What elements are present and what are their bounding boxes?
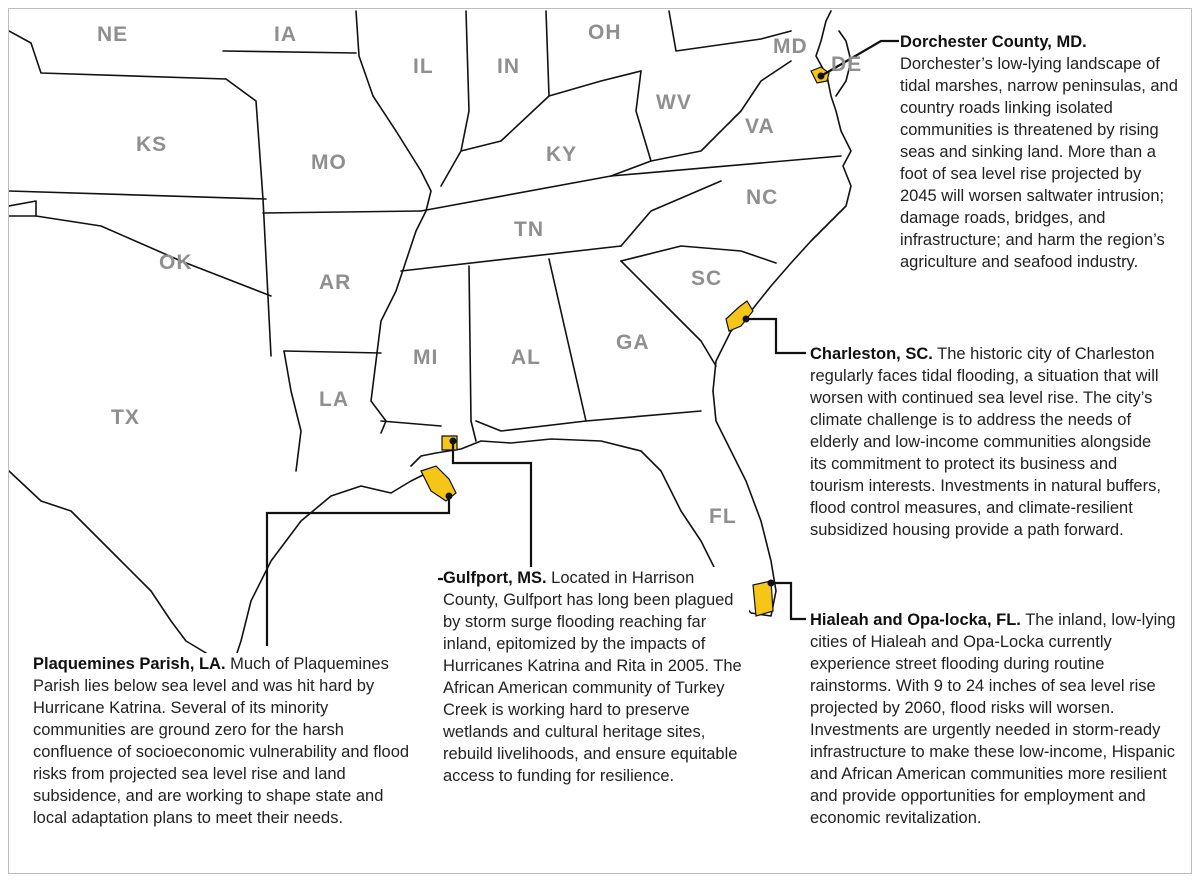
plaquemines-dot [446, 493, 453, 500]
border-ga-fl [476, 411, 701, 431]
callout-gulfport [443, 567, 749, 787]
border-ia-il [356, 11, 373, 96]
coast-chesapeake [816, 11, 831, 76]
map-frame [8, 8, 1192, 874]
border-ky-tn [421, 176, 611, 211]
border-ok-tx [9, 201, 36, 216]
state-label-md: MD [773, 35, 808, 58]
callout-charleston-body: The historic city of Charleston regularly faces tidal flooding, a situation that will worsen with continued sea level rise. The city’s climate challenge is to address the needs of elderly and low-income communities alongside its commitment to protect its business and tourism interests. Investments in natural buffers, flood control measures, and climate-resilient subsidized housing provide a path forward. [810, 345, 1161, 539]
state-label-tx: TX [111, 406, 140, 429]
callout-charleston-title: Charleston, SC. [810, 345, 933, 363]
border-al-ga [549, 259, 586, 421]
state-label-mi: MI [413, 346, 439, 369]
border-tx-la [284, 351, 301, 471]
border-ms-la [381, 421, 441, 426]
border-il-in [461, 11, 469, 151]
coast-gulf-tx [9, 471, 451, 671]
gulfport-dot [450, 438, 457, 445]
state-label-la: LA [319, 388, 349, 411]
border-sc-nc [621, 246, 776, 263]
state-label-tn: TN [514, 218, 544, 241]
state-label-va: VA [745, 115, 775, 138]
state-label-il: IL [413, 55, 434, 78]
charleston-highlight [726, 301, 753, 331]
callout-plaquemines [33, 653, 411, 829]
border-mississippi [371, 96, 431, 433]
state-label-de: DE [831, 53, 863, 76]
dorchester-dot [818, 73, 825, 80]
state-label-sc: SC [691, 267, 723, 290]
border-ok-red-river [36, 216, 271, 296]
callout-gulfport-title: Gulfport, MS. [443, 569, 547, 587]
border-ar-la [284, 351, 381, 353]
plaquemines-leader [267, 496, 449, 646]
callout-hialeah [810, 609, 1188, 829]
hialeah-dot [768, 580, 775, 587]
border-va-nc [611, 156, 841, 176]
border-tn-nc [621, 181, 721, 246]
border-ohio-river [441, 71, 641, 186]
border-ar-mo [263, 211, 421, 213]
border-al-fl [471, 421, 476, 441]
state-label-ks: KS [136, 133, 168, 156]
state-label-wv: WV [656, 91, 692, 114]
state-label-in: IN [497, 55, 520, 78]
border-ms-al [469, 266, 471, 421]
state-label-mo: MO [311, 151, 347, 174]
state-label-fl: FL [709, 505, 737, 528]
charleston-leader [746, 319, 806, 353]
border-tn-south [401, 246, 621, 271]
state-label-ne: NE [97, 23, 129, 46]
border-ks-ok [9, 191, 266, 199]
state-label-nc: NC [746, 186, 779, 209]
callout-dorchester [900, 31, 1180, 273]
state-label-ky: KY [546, 143, 578, 166]
charleston-dot [743, 316, 750, 323]
state-label-ga: GA [616, 331, 650, 354]
gulfport-leader [438, 441, 531, 579]
callout-hialeah-title: Hialeah and Opa-locka, FL. [810, 611, 1021, 629]
border-ia-mo [223, 51, 356, 53]
callout-dorchester-body: Dorchester’s low-lying landscape of tidal marshes, narrow peninsulas, and country roads linking isolated communities is threatened by rising seas and sinking land. More than a foot of sea level rise projected by 2045 will worsen saltwater intrusion; damage roads, bridges, and infrastructure; and harm the region’s agriculture and seafood industry. [900, 55, 1178, 271]
border-ok-ar [263, 199, 271, 356]
callout-charleston [810, 343, 1170, 541]
callout-plaquemines-body: Much of Plaquemines Parish lies below sea level and was hit hard by Hurricane Katrina. Several of its minority communities are ground zero for the harsh confluence of socioeconomic vulnerability and flood risks from projected sea level rise and land subsidence, and are working to shape state and local adaptation plans to meet their needs. [33, 655, 410, 827]
state-label-ar: AR [319, 271, 352, 294]
border-ks-mo [226, 79, 263, 199]
callout-plaquemines-title: Plaquemines Parish, LA. [33, 655, 226, 673]
state-label-al: AL [511, 346, 541, 369]
state-label-ia: IA [274, 23, 297, 46]
border-in-oh [546, 11, 549, 96]
callout-dorchester-title: Dorchester County, MD. [900, 33, 1087, 51]
state-label-oh: OH [588, 21, 622, 44]
state-label-ok: OK [159, 251, 193, 274]
callout-hialeah-body: The inland, low-lying cities of Hialeah and Opa-Locka currently experience street flooding during routine rainstorms. With 9 to 24 inches of sea level rise projected by 2060, flood risks will worsen. Investments are urgently needed in storm-ready infrastructure to make these low-income, Hispanic and African American communities more resilient and provide opportunities for employment and economic revitalization. [810, 611, 1176, 827]
callout-gulfport-body: Located in Harrison County, Gulfport has long been plagued by storm surge flooding reaching far inland, epitomized by the impacts of Hurricanes Katrina and Rita in 2005. The African American community of Turkey Creek is working hard to preserve wetlands and cultural heritage sites, rebuild livelihoods, and ensure equitable access to funding for resilience. [443, 569, 742, 785]
